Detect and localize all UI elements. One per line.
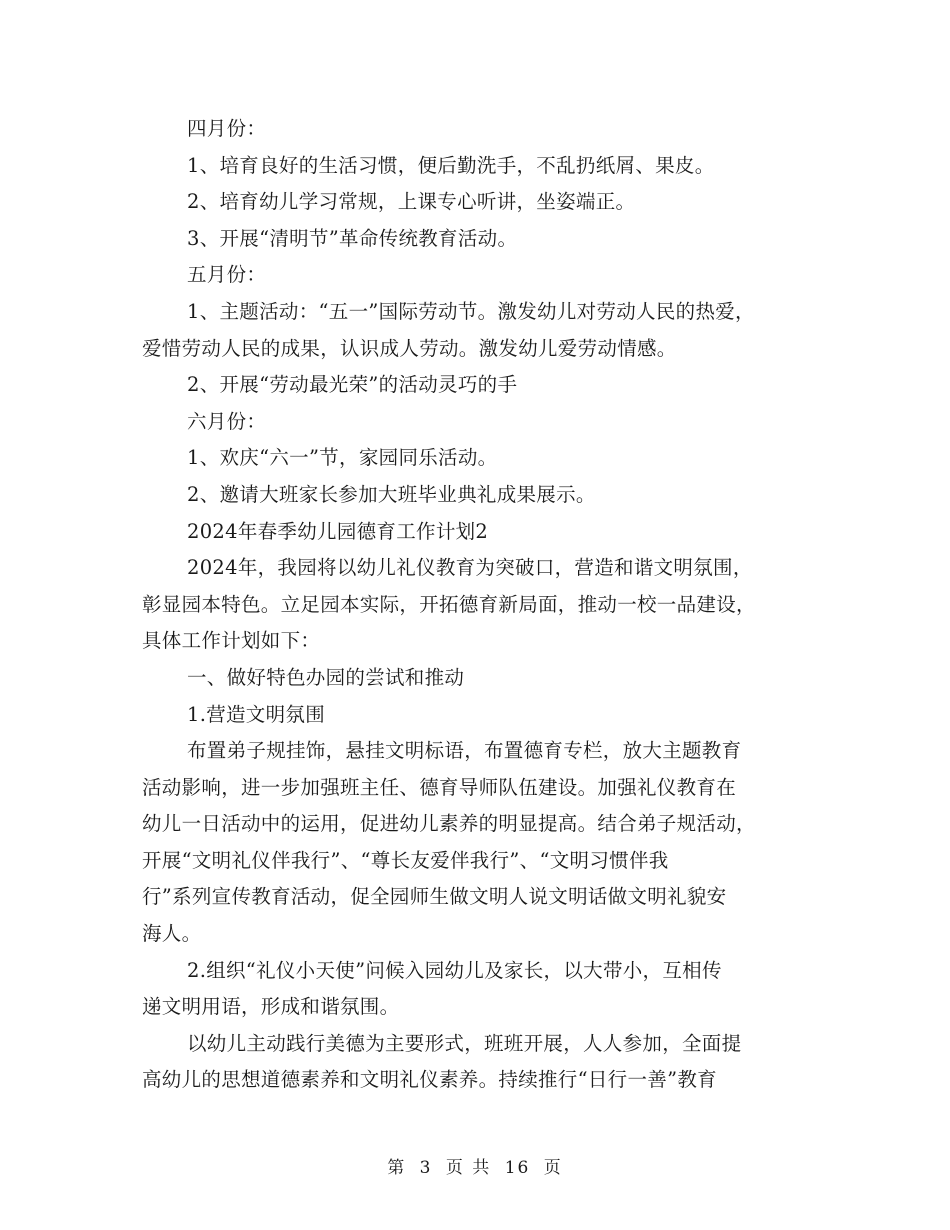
text-line: 一、做好特色办园的尝试和推动: [187, 665, 465, 689]
text-line: 五月份：: [187, 263, 267, 287]
text-line: 布置弟子规挂饰，悬挂文明标语，布置德育专栏，放大主题教育: [187, 739, 742, 763]
footer-suffix: 页: [543, 1158, 563, 1178]
text-line: 1、培育良好的生活习惯，便后勤洗手，不乱扔纸屑、果皮。: [187, 153, 715, 177]
text-line: 彰显园本特色。立足园本实际，开拓德育新局面，推动一校一品建设，: [142, 592, 756, 616]
text-line: 1.营造文明氛围: [187, 702, 326, 726]
total-page-count: 16: [504, 1158, 531, 1178]
text-line: 行”系列宣传教育活动，促全园师生做文明人说文明话做文明礼貌安: [142, 885, 727, 909]
document-body: [142, 111, 822, 1099]
current-page-number: 3: [419, 1158, 433, 1178]
text-line: 以幼儿主动践行美德为主要形式，班班开展，人人参加，全面提: [187, 1031, 742, 1055]
text-line: 六月份：: [187, 409, 267, 433]
text-line: 具体工作计划如下：: [142, 629, 321, 653]
text-line: 1、主题活动：“五一”国际劳动节。激发幼儿对劳动人民的热爱，: [187, 299, 755, 323]
text-line: 2、开展“劳动最光荣”的活动灵巧的手: [187, 373, 518, 397]
text-line: 3、开展“清明节”革命传统教育活动。: [187, 226, 518, 250]
text-line: 四月份：: [187, 117, 267, 140]
text-line: 海人。: [142, 922, 202, 946]
text-line: 爱惜劳动人民的成果，认识成人劳动。激发幼儿爱劳动情感。: [142, 336, 677, 360]
footer-middle: 页 共: [445, 1158, 492, 1178]
text-line: 2、邀请大班家长参加大班毕业典礼成果展示。: [187, 482, 596, 506]
text-line: 递文明用语，形成和谐氛围。: [142, 995, 400, 1019]
text-line: 活动影响，进一步加强班主任、德育导师队伍建设。加强礼仪教育在: [142, 775, 737, 799]
text-line: 高幼儿的思想道德素养和文明礼仪素养。持续推行“日行一善”教育: [142, 1068, 717, 1092]
footer-prefix: 第: [387, 1158, 407, 1178]
text-line: 开展“文明礼仪伴我行”、“尊长友爱伴我行”、“文明习惯伴我: [142, 848, 669, 872]
text-line: 幼儿一日活动中的运用，促进幼儿素养的明显提高。结合弟子规活动，: [142, 812, 756, 836]
text-line: 2.组织“礼仪小天使”问候入园幼儿及家长，以大带小，互相传: [187, 958, 722, 982]
text-line: 2024年春季幼儿园德育工作计划2: [187, 519, 489, 543]
text-line: 1、欢庆“六一”节，家园同乐活动。: [187, 446, 498, 470]
text-line: 2、培育幼儿学习常规，上课专心听讲，坐姿端正。: [187, 190, 636, 214]
page-footer: [0, 1153, 950, 1178]
text-line: 2024年，我园将以幼儿礼仪教育为突破口，营造和谐文明氛围，: [187, 556, 753, 580]
